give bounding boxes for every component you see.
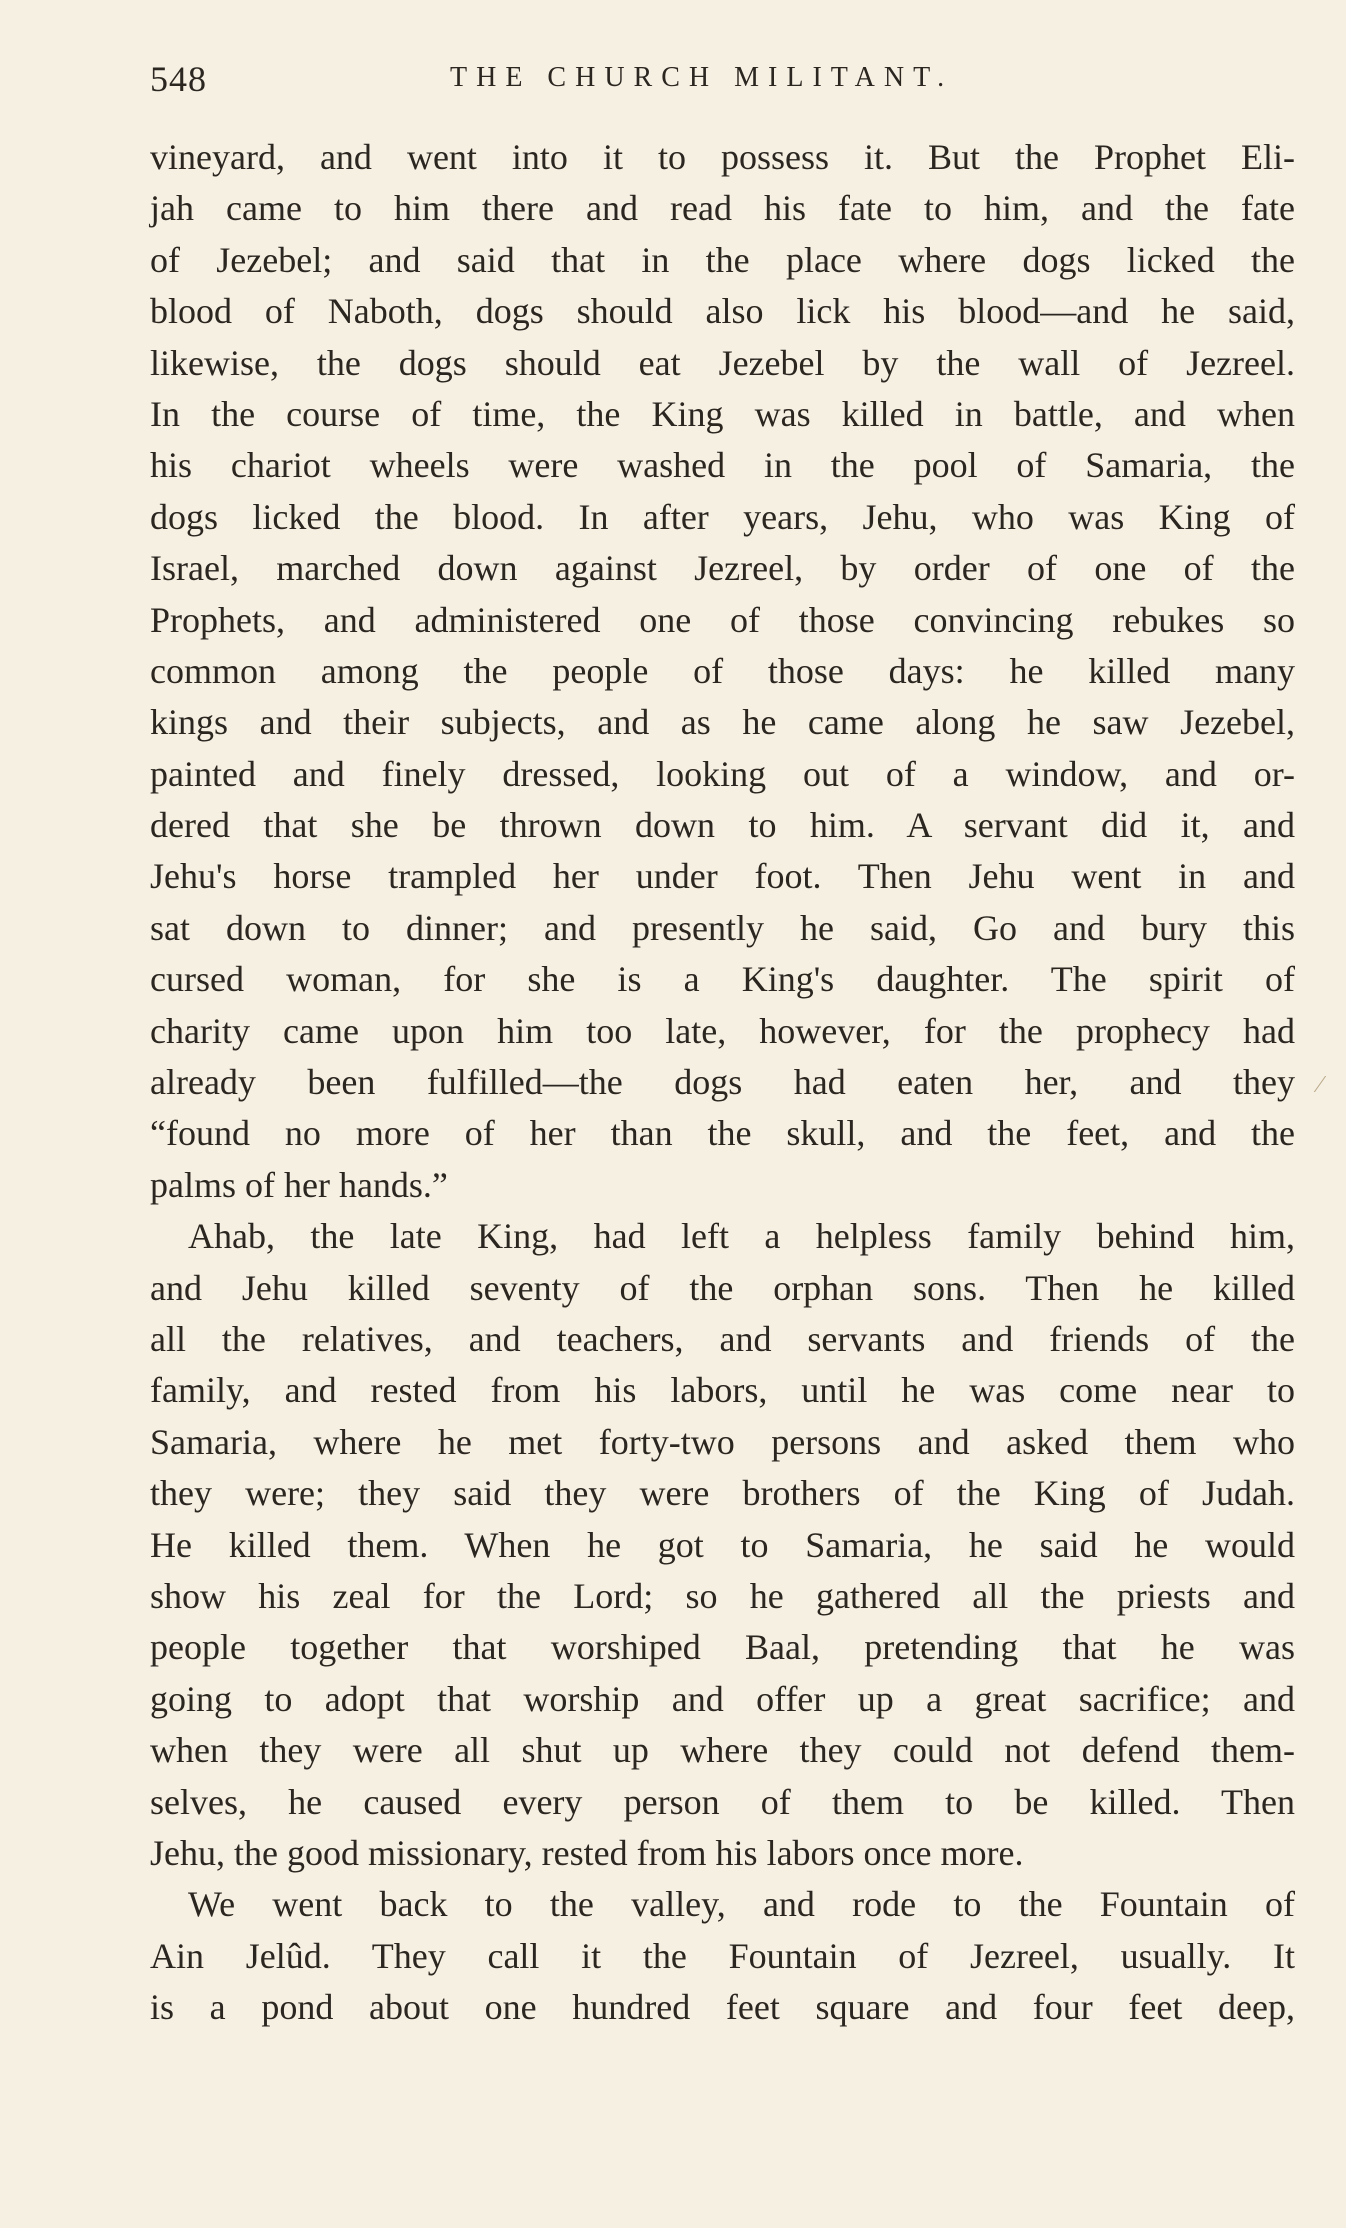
text-line: Ain Jelûd. They call it the Fountain of Jezreel, usually. It — [150, 1935, 1295, 1976]
text-line: Ahab, the late King, had left a helpless family behind him, — [188, 1216, 1295, 1257]
paragraph — [150, 132, 1295, 1211]
text-line: Samaria, where he met forty-two persons and asked them who — [150, 1421, 1295, 1462]
text-line: when they were all shut up where they could not defend them- — [150, 1730, 1295, 1771]
text-line: cursed woman, for she is a King's daughter. The spirit of — [150, 959, 1295, 1000]
page-number: 548 — [150, 59, 207, 99]
text-line: vineyard, and went into it to possess it. But the Prophet Eli- — [150, 137, 1295, 177]
text-line: kings and their subjects, and as he came along he saw Jezebel, — [150, 702, 1295, 743]
text-line: He killed them. When he got to Samaria, he said he would — [150, 1524, 1295, 1565]
text-line: charity came upon him too late, however, for the prophecy had — [150, 1010, 1295, 1051]
paragraph — [150, 1211, 1295, 1879]
text-line: Jehu, the good missionary, rested from his labors once more. — [150, 1832, 1024, 1873]
text-line: dered that she be thrown down to him. A servant did it, and — [150, 805, 1295, 846]
running-title: THE CHURCH MILITANT. — [450, 62, 954, 93]
text-line: they were; they said they were brothers of the King of Judah. — [150, 1473, 1295, 1514]
paragraph — [150, 1879, 1295, 2033]
text-line: Jehu's horse trampled her under foot. Then Jehu went in and — [150, 856, 1295, 897]
text-line: his chariot wheels were washed in the pool of Samaria, the — [150, 445, 1295, 486]
text-line: Prophets, and administered one of those convincing rebukes so — [150, 599, 1295, 640]
text-line: “found no more of her than the skull, and the feet, and the — [150, 1113, 1295, 1154]
text-line: people together that worshiped Baal, pretending that he was — [150, 1627, 1295, 1668]
text-line: going to adopt that worship and offer up a great sacrifice; and — [150, 1678, 1295, 1719]
text-line: blood of Naboth, dogs should also lick his blood—and he said, — [150, 291, 1295, 332]
text-line: all the relatives, and teachers, and servants and friends of the — [150, 1318, 1295, 1359]
text-line: of Jezebel; and said that in the place where dogs licked the — [150, 239, 1295, 280]
text-line: and Jehu killed seventy of the orphan sons. Then he killed — [150, 1267, 1295, 1308]
text-line: palms of her hands.” — [150, 1164, 448, 1205]
text-line: family, and rested from his labors, until he was come near to — [150, 1370, 1295, 1411]
text-line: show his zeal for the Lord; so he gathered all the priests and — [150, 1575, 1295, 1616]
text-line: dogs licked the blood. In after years, Jehu, who was King of — [150, 496, 1295, 537]
text-line: likewise, the dogs should eat Jezebel by the wall of Jezreel. — [150, 342, 1295, 383]
body-text — [150, 132, 1295, 2033]
text-line: painted and finely dressed, looking out of a window, and or- — [150, 753, 1295, 794]
text-line: already been fulfilled—the dogs had eaten her, and they — [150, 1062, 1295, 1103]
text-line: sat down to dinner; and presently he said, Go and bury this — [150, 907, 1295, 948]
text-line: selves, he caused every person of them to be killed. Then — [150, 1781, 1295, 1822]
margin-mark: ⁄ — [1318, 1072, 1323, 1098]
text-line: Israel, marched down against Jezreel, by order of one of the — [150, 548, 1295, 589]
text-line: In the course of time, the King was killed in battle, and when — [150, 393, 1295, 434]
text-line: jah came to him there and read his fate to him, and the fate — [150, 188, 1295, 229]
text-line: common among the people of those days: he killed many — [150, 650, 1295, 691]
running-head — [150, 58, 1295, 108]
text-line: is a pond about one hundred feet square and four feet deep, — [150, 1987, 1295, 2028]
text-line: We went back to the valley, and rode to the Fountain of — [188, 1884, 1295, 1925]
